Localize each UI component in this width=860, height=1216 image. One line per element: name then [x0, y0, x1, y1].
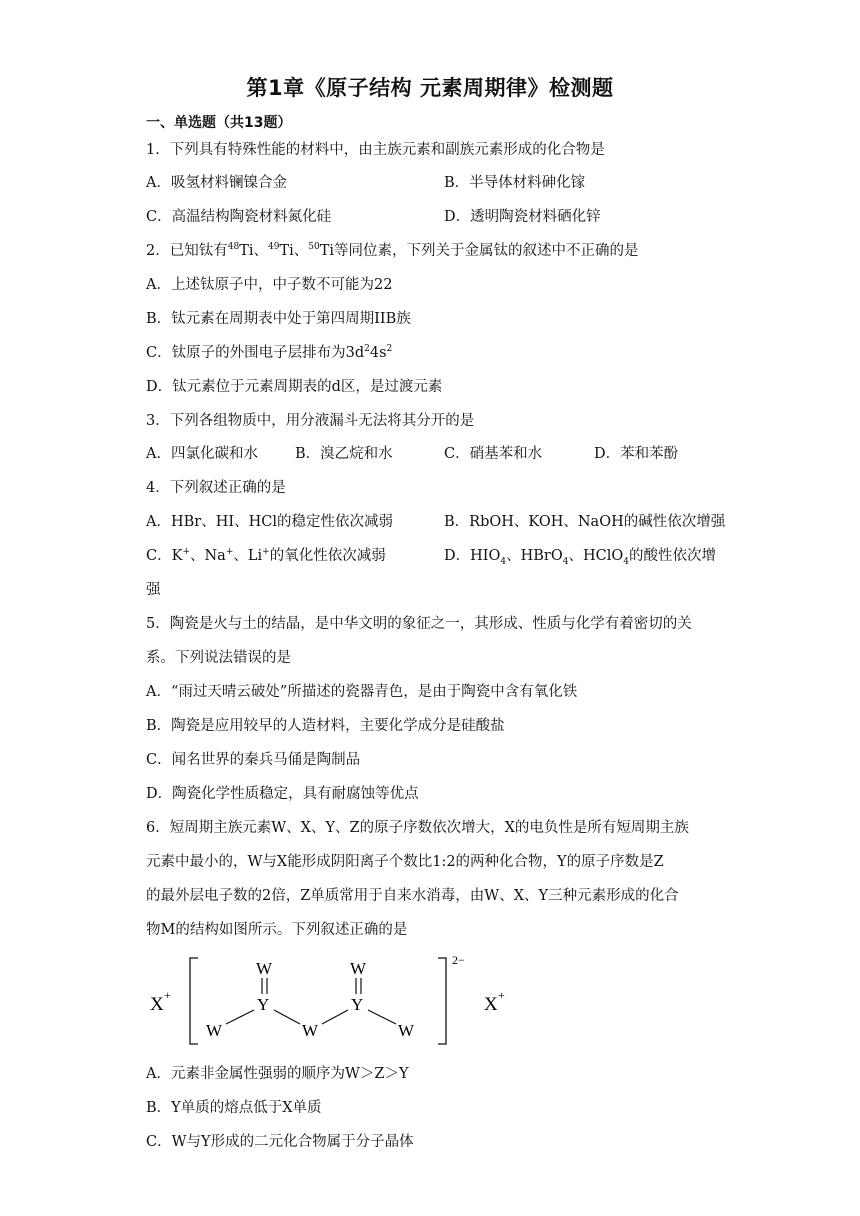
q4-c-na-charge: +	[225, 547, 234, 558]
q2-stem	[146, 241, 639, 261]
q4-d-post: 的酸性依次增	[628, 548, 716, 564]
cation-right-charge: +	[498, 988, 505, 1002]
q2-c-sup2: 2	[386, 344, 393, 355]
q4-d-mid2: 、HClO	[568, 548, 624, 564]
q1-option-a: A．吸氢材料镧镍合金	[146, 175, 287, 191]
q3-stem: 3．下列各组物质中，用分液漏斗无法将其分开的是	[146, 413, 475, 429]
q6-option-c: C．W与Y形成的二元化合物属于分子晶体	[146, 1134, 414, 1150]
q6-stem-line2: 元素中最小的，W与X能形成阴阳离子个数比1:2的两种化合物，Y的原子序数是Z	[146, 854, 664, 870]
q3-option-a: A．四氯化碳和水	[146, 446, 258, 462]
q1-option-b: B．半导体材料砷化镓	[444, 175, 586, 191]
anion-charge: 2−	[452, 953, 465, 967]
q4-option-a: A．HBr、HI、HCl的稳定性依次减弱	[146, 514, 393, 530]
q3-option-c: C．硝基苯和水	[444, 446, 543, 462]
q4-option-d	[444, 546, 716, 566]
q4-stem: 4．下列叙述正确的是	[146, 480, 286, 496]
q4-d-pre: D．HIO	[444, 548, 501, 564]
isotope-48-mass: 48	[227, 242, 240, 253]
bond-y2-w3	[368, 1010, 396, 1024]
compound-m-structure	[140, 950, 540, 1050]
bracket-right	[438, 958, 446, 1044]
cation-right-symbol: X	[484, 994, 498, 1015]
cation-left-symbol: X	[150, 994, 164, 1015]
atom-w-bridge: W	[302, 1021, 319, 1040]
bond-y1-wbridge	[274, 1010, 300, 1024]
atom-w-bottom-left: W	[206, 1021, 223, 1040]
q4-d-mid1: 、HBrO	[506, 548, 563, 564]
q4-c-li-charge: +	[262, 547, 270, 558]
q5-stem-line1: 5．陶瓷是火与土的结晶，是中华文明的象征之一，其形成、性质与化学有着密切的关	[146, 616, 692, 632]
bond-y1-w1	[226, 1010, 254, 1024]
q2-c-sup1: 2	[364, 344, 370, 355]
atom-y-left: Y	[257, 995, 270, 1014]
q6-stem-line3: 的最外层电子数的2倍，Z单质常用于自来水消毒，由W、X、Y三种元素形成的化合	[146, 888, 679, 904]
atom-w-top-right: W	[350, 959, 367, 978]
q6-stem-line1: 6．短周期主族元素W、X、Y、Z的原子序数依次增大，X的电负性是所有短周期主族	[146, 820, 689, 836]
q1-option-d: D．透明陶瓷材料硒化锌	[444, 209, 601, 225]
q2-stem-pre: 2．已知钛有	[146, 243, 228, 259]
q4-c-li: 、Li	[233, 548, 263, 564]
q2-option-b: B．钛元素在周期表中处于第四周期IIB族	[146, 311, 411, 327]
q2-option-a: A．上述钛原子中，中子数不可能为22	[146, 277, 393, 293]
q5-option-b: B．陶瓷是应用较早的人造材料，主要化学成分是硅酸盐	[146, 718, 505, 734]
isotope-50-symbol: Ti	[319, 243, 335, 259]
q3-option-d: D．苯和苯酚	[594, 446, 679, 462]
q4-c-k-charge: +	[182, 547, 190, 558]
q6-option-a: A．元素非金属性强弱的顺序为W＞Z＞Y	[146, 1066, 409, 1082]
atom-w-bottom-right: W	[398, 1021, 415, 1040]
q4-option-d-wrap: 强	[146, 582, 161, 598]
q2-option-d: D．钛元素位于元素周期表的d区，是过渡元素	[146, 379, 443, 395]
bond-wbridge-y2	[322, 1010, 348, 1024]
bracket-left	[190, 958, 198, 1044]
q1-option-c: C．高温结构陶瓷材料氮化硅	[146, 209, 332, 225]
q5-option-a: A．“雨过天晴云破处”所描述的瓷器青色，是由于陶瓷中含有氧化铁	[146, 684, 578, 700]
section-heading: 一、单选题（共13题）	[146, 115, 292, 131]
isotope-50-mass: 50	[308, 242, 320, 253]
isotope-49-symbol: Ti、	[279, 243, 309, 259]
q5-option-d: D．陶瓷化学性质稳定，具有耐腐蚀等优点	[146, 786, 419, 802]
q1-stem: 1．下列具有特殊性能的材料中，由主族元素和副族元素形成的化合物是	[146, 142, 605, 158]
q6-option-b: B．Y单质的熔点低于X单质	[146, 1100, 322, 1116]
atom-y-right: Y	[351, 995, 364, 1014]
isotope-48-symbol: Ti、	[239, 243, 268, 259]
q4-c-na: 、Na	[189, 548, 226, 564]
cation-left-charge: +	[164, 988, 171, 1002]
q5-option-c: C．闻名世界的秦兵马俑是陶制品	[146, 752, 361, 768]
q4-d-sub1: 4	[500, 556, 507, 567]
atom-w-top-left: W	[256, 959, 273, 978]
q2-c-pre: C．钛原子的外围电子层排布为3d	[146, 345, 365, 361]
q4-option-c	[146, 546, 386, 566]
q6-stem-line4: 物M的结构如图所示。下列叙述正确的是	[146, 922, 408, 938]
q2-stem-post: 等同位素，下列关于金属钛的叙述中不正确的是	[334, 243, 639, 259]
q2-option-c	[146, 343, 392, 363]
q3-option-b: B．溴乙烷和水	[295, 446, 393, 462]
q2-c-mid: 4s	[369, 345, 387, 361]
q4-c-post: 的氧化性依次减弱	[269, 548, 386, 564]
q4-d-sub3: 4	[623, 556, 629, 567]
q5-stem-line2: 系。下列说法错误的是	[146, 650, 291, 666]
q4-option-b: B．RbOH、KOH、NaOH的碱性依次增强	[444, 514, 726, 530]
isotope-49-mass: 49	[268, 242, 280, 253]
q4-d-sub2: 4	[562, 556, 569, 567]
q4-c-k: C．K	[146, 548, 183, 564]
page-title: 第1章《原子结构 元素周期律》检测题	[246, 76, 614, 100]
